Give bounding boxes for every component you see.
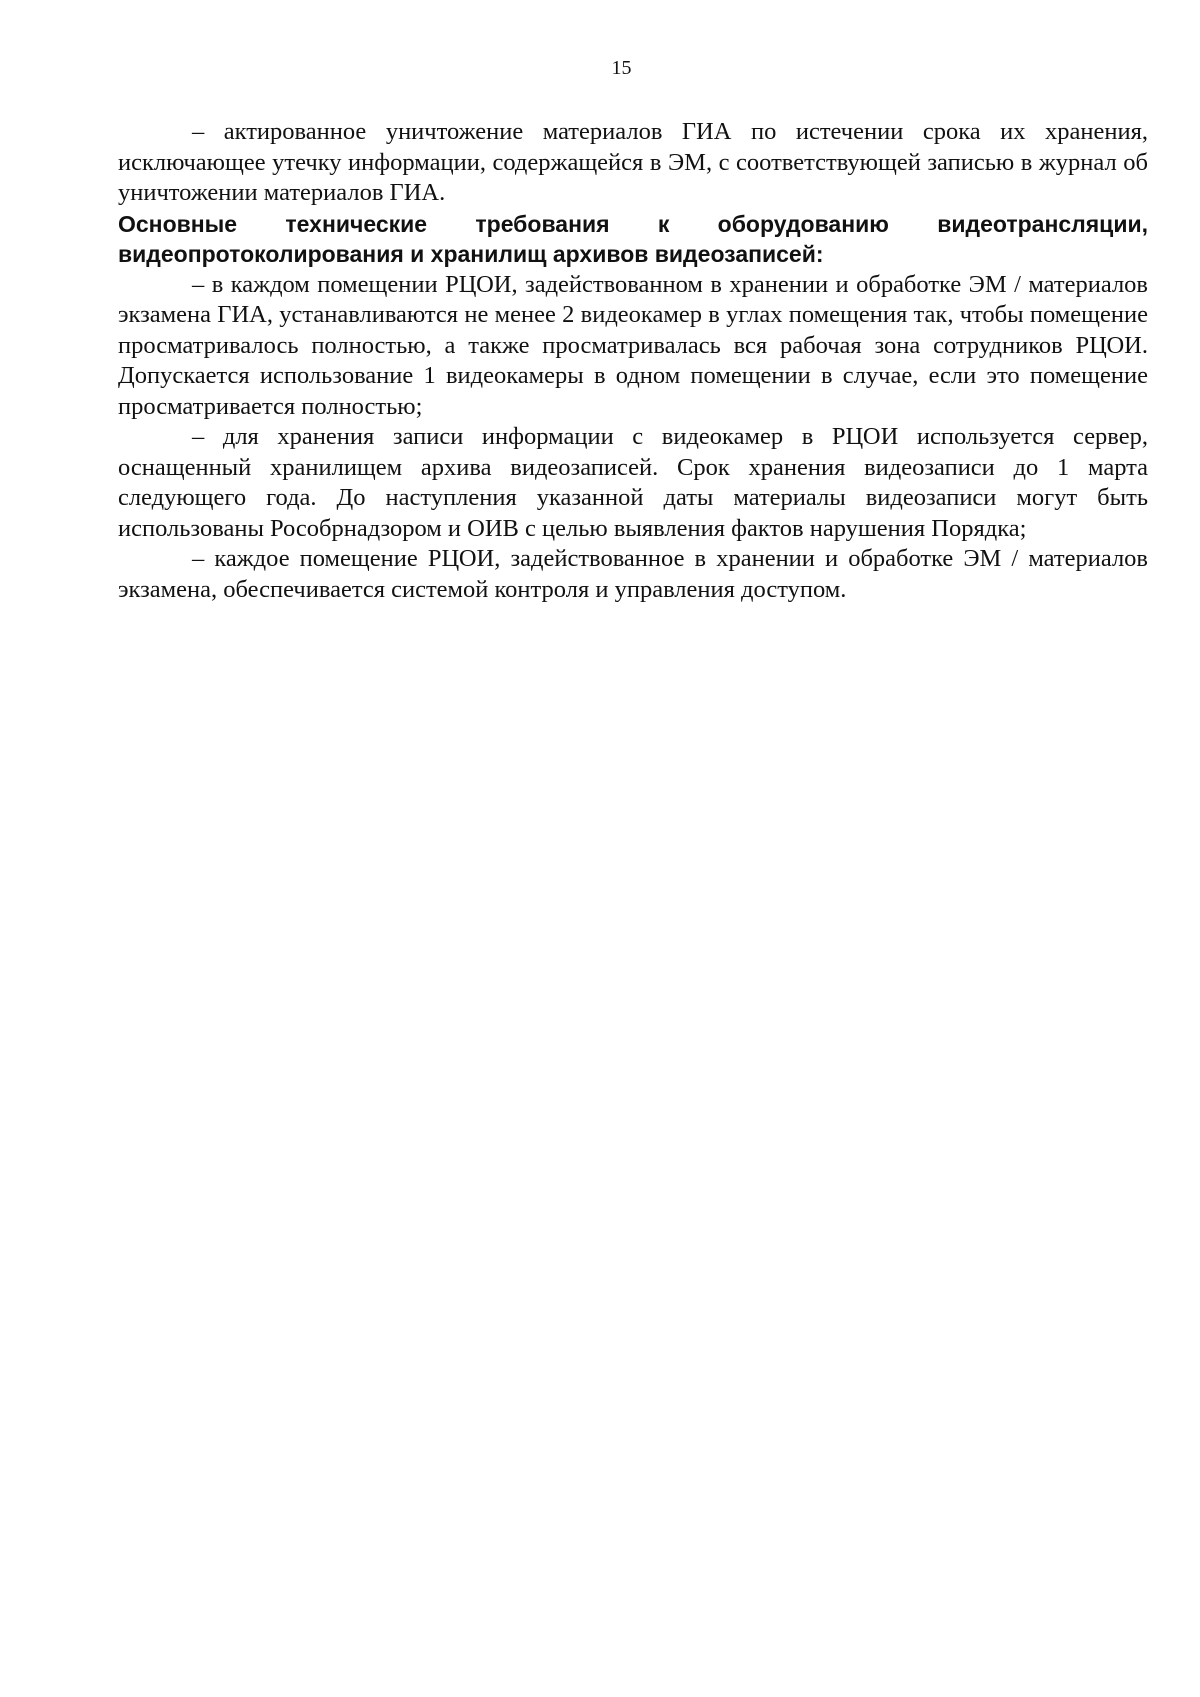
- page-number: 15: [611, 57, 632, 79]
- paragraph-storage: – для хранения записи информации с видеокамер в РЦОИ используется сервер, оснащенный хранилищем архива видеозаписей. Срок хранения видеозаписи до 1 марта следующего года. До наступления указанной даты материалы видеозаписи могут быть использованы Рособрнадзором и ОИВ с целью выявления фактов нарушения Порядка;: [118, 423, 1148, 542]
- paragraph-access-control: – каждое помещение РЦОИ, задействованное в хранении и обработке ЭМ / материалов экзамена, обеспечивается системой контроля и управления доступом.: [118, 545, 1148, 603]
- paragraph-destruction: – актированное уничтожение материалов ГИА по истечении срока их хранения, исключающее утечку информации, содержащейся в ЭМ, с соответствующей записью в журнал об уничтожении материалов ГИА.: [118, 118, 1148, 206]
- document-body: [118, 117, 1148, 605]
- paragraph-cameras: – в каждом помещении РЦОИ, задействованном в хранении и обработке ЭМ / материалов экзамена ГИА, устанавливаются не менее 2 видеокамер в углах помещения так, чтобы помещение просматривалось полностью, а также просматривалась вся рабочая зона сотрудников РЦОИ. Допускается использование 1 видеокамеры в одном помещении в случае, если это помещение просматривается полностью;: [118, 270, 1148, 420]
- section-heading: Основные технические требования к оборудованию видеотрансляции, видеопротоколирования и хранилищ архивов видеозаписей:: [118, 210, 1148, 267]
